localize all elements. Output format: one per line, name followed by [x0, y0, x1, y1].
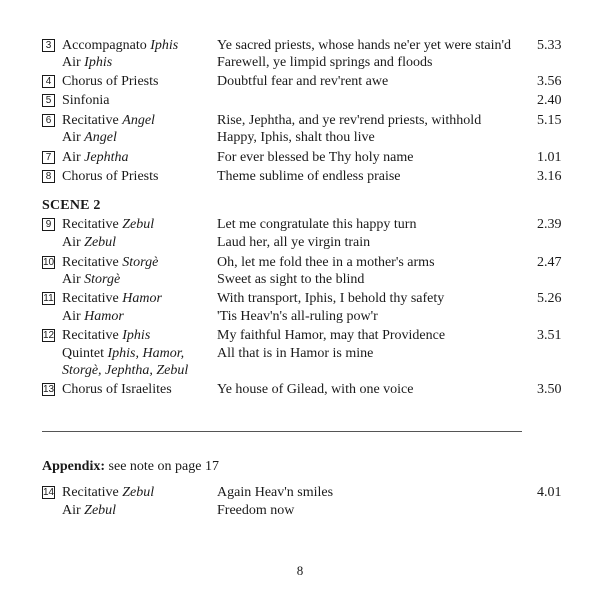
track-title: Recitative Angel: [62, 113, 155, 128]
track-row: [0, 168, 600, 186]
track-number: 10: [43, 257, 55, 268]
track-row: [0, 271, 600, 289]
track-row: [0, 308, 600, 326]
track-row: [0, 254, 600, 272]
track-lyric: All that is in Hamor is mine: [217, 346, 374, 361]
track-title: Air Angel: [62, 130, 117, 145]
track-lyric: Let me congratulate this happy turn: [217, 217, 417, 232]
track-duration: 3.56: [537, 74, 562, 89]
track-row: [0, 362, 600, 380]
scene-heading-row: [0, 197, 600, 215]
track-row: [0, 290, 600, 308]
track-number: 13: [43, 384, 55, 395]
track-duration: 3.16: [537, 169, 562, 184]
track-duration: 5.26: [537, 291, 562, 306]
track-title: Air Zebul: [62, 235, 117, 250]
track-lyric: Again Heav'n smiles: [217, 485, 334, 500]
track-lyric: Theme sublime of endless praise: [217, 169, 401, 184]
divider: [42, 431, 522, 432]
track-lyric: My faithful Hamor, may that Providence: [217, 328, 446, 343]
track-row: [0, 216, 600, 234]
track-title: Storgè, Jephtha, Zebul: [62, 363, 189, 378]
track-lyric: Ye house of Gilead, with one voice: [217, 382, 414, 397]
track-number: 4: [42, 75, 55, 88]
track-lyric: Sweet as sight to the blind: [217, 272, 365, 287]
track-duration: 5.33: [537, 38, 562, 53]
track-title: Chorus of Israelites: [62, 382, 172, 397]
track-duration: 5.15: [537, 113, 562, 128]
track-number: 11: [43, 293, 54, 304]
track-title: Air Iphis: [62, 55, 113, 70]
track-title: Recitative Iphis: [62, 328, 151, 343]
track-title: Chorus of Priests: [62, 74, 159, 89]
page-number: 8: [296, 563, 304, 578]
track-number: 14: [43, 487, 55, 498]
track-title: Recitative Storgè: [62, 255, 159, 270]
track-title: Sinfonia: [62, 93, 110, 108]
appendix-heading: Appendix: see note on page 17: [42, 459, 219, 474]
track-number: 8: [42, 170, 55, 183]
track-title: Quintet Iphis, Hamor,: [62, 346, 185, 361]
track-row: [0, 381, 600, 399]
track-title: Recitative Zebul: [62, 485, 155, 500]
track-number: 5: [42, 94, 55, 107]
track-row: [0, 112, 600, 130]
track-duration: 4.01: [537, 485, 562, 500]
track-lyric: Laud her, all ye virgin train: [217, 235, 371, 250]
track-lyric: Doubtful fear and rev'rent awe: [217, 74, 389, 89]
track-row: [0, 54, 600, 72]
track-lyric: Freedom now: [217, 503, 295, 518]
track-number: 7: [42, 151, 55, 164]
track-row: [0, 92, 600, 110]
track-row: [0, 345, 600, 363]
track-row: [0, 149, 600, 167]
track-duration: 2.40: [537, 93, 562, 108]
track-duration: 3.51: [537, 328, 562, 343]
track-row: [0, 73, 600, 91]
track-row: [0, 234, 600, 252]
track-lyric: Oh, let me fold thee in a mother's arms: [217, 255, 435, 270]
track-title: Air Jephtha: [62, 150, 129, 165]
track-duration: 1.01: [537, 150, 562, 165]
track-lyric: Rise, Jephtha, and ye rev'rend priests, withhold: [217, 113, 482, 128]
track-duration: 2.47: [537, 255, 562, 270]
track-duration: 2.39: [537, 217, 562, 232]
track-duration: 3.50: [537, 382, 562, 397]
track-row: [0, 502, 600, 520]
track-title: Recitative Hamor: [62, 291, 162, 306]
track-row: [0, 129, 600, 147]
track-lyric: 'Tis Heav'n's all-ruling pow'r: [217, 309, 378, 324]
track-lyric: Ye sacred priests, whose hands ne'er yet were stain'd: [217, 38, 512, 53]
track-title: Chorus of Priests: [62, 169, 159, 184]
track-row: [0, 484, 600, 502]
track-lyric: With transport, Iphis, I behold thy safety: [217, 291, 445, 306]
scene-heading: SCENE 2: [42, 198, 101, 213]
track-number: 12: [43, 330, 55, 341]
track-title: Accompagnato Iphis: [62, 38, 179, 53]
track-row: [0, 327, 600, 345]
track-row: [0, 37, 600, 55]
track-title: Air Hamor: [62, 309, 124, 324]
track-number: 3: [42, 39, 55, 52]
track-lyric: Farewell, ye limpid springs and floods: [217, 55, 433, 70]
track-title: Air Storgè: [62, 272, 121, 287]
track-lyric: For ever blessed be Thy holy name: [217, 150, 414, 165]
track-number: 9: [42, 218, 55, 231]
track-title: Air Zebul: [62, 503, 117, 518]
track-title: Recitative Zebul: [62, 217, 155, 232]
track-lyric: Happy, Iphis, shalt thou live: [217, 130, 375, 145]
track-number: 6: [42, 114, 55, 127]
